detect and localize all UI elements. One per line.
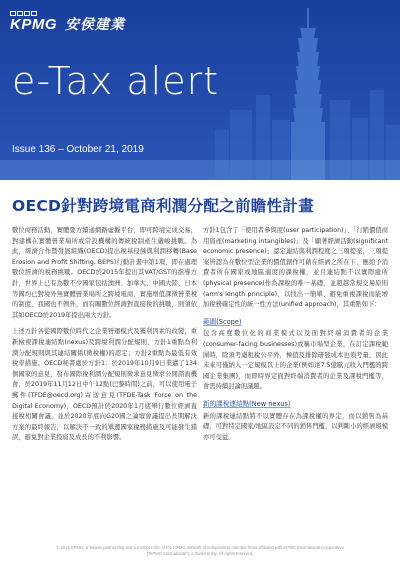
paragraph: 方針1包含了「使用者參與度(user participation)」、「行銷價值商用資產(marketing intangibles)」及「顧著經濟活動(significant economic presence)」認定連結與利潤程度之三項提案，三項提案皆認為在數位型企業的價值創作可藉在經濟之所在下，應給予消費者所在國家或地區適度的課稅權，並且連結點不以實際處所(physical presence)作為課稅的唯一基礎，並超越常規交易原則(arm's length principle)，以找出一簡單、避免重複課稅而能增加稅務確定性的統一性方法(unified approach)，其重點如下： <box>203 227 388 309</box>
section-heading: 新的課稅連結點(New nexus) <box>203 399 291 408</box>
right-column <box>203 226 388 449</box>
footer-copyright: © 2019 KPMG, a Taiwan partnership and a member firm of the KPMG network of independent member firms affiliated with KPMG International Cooperative ("KPMG International"), a Swiss entity. All rights reserved. <box>56 545 344 556</box>
section-heading: 範圍(Scope) <box>203 317 242 326</box>
kpmg-logo-boxes-icon <box>10 11 37 16</box>
paragraph: 數位商務活動，實體要方續通網路虛擬平台，即可跨境完成交易，對建構在實體營業場所或常設機構的傳統稅制產生嚴峻挑戰。為此，經濟合作暨發展組織(OECD)提出稅基侵蝕與利潤移轉(Base Erosion and Profit Shifting, BEPS)行動計畫中第1項，即在處理數位經濟的稅務挑戰。OECD於2015年提出其VAT/GST的指導方針，世界上已有為數不少國家包括澳洲、加拿大、中國大陸、日本等國均已對境外無實體營業場所之跨境電商，實施增值課徵營業稅的制度，我國也不例外，而有關數位經濟對直接稅的挑戰，則須依其如OECD於2019年提出兩大方針。 <box>12 227 197 319</box>
kpmg-logo <box>10 11 57 32</box>
brand-header <box>10 8 125 34</box>
kpmg-logo-text: KPMG <box>10 15 57 33</box>
issue-info: Issue 136 – October 21, 2019 <box>12 144 144 155</box>
publication-title: e-Tax alert <box>12 59 220 103</box>
paragraph: 上述方針各從國際數位時代之企業營運模式及獲利因素的改變，重新檢視課稅連結點(nexus)及跨境利潤分配規則，方針1重點為利潤分配規則與其連結關係(徵稅權)的認定；方針2重點為最低有效稅率措施。OECD秘書處於方針1：於2019年10月9日業邁了134個國家的意見，發布國際稅利潤分配規則徵求意見徵求公開諮詢機會，於2019年11月12日中午12點(巴黎時間)之前，可以使用電子郵件(TFDE@oecd.org)寄送意見(TFDE-Task Force on the Digital Economy)，OECD預計於2020年1月底舉行數位經濟直接稅相關會議，並於2020年底向G20國之論壇會議提出長期解決方案的最終報告，以解決不一致的單邊國家稅務措施及可能發生錯誤，避免對企業投資及成長的不利影響。 <box>12 328 197 442</box>
paragraph: 新的課稅連結點將不以實體存在為課稅權的界定，而以銷售為基礎，可對特定國家/地區設定不同的銷售門檻，以判斷小的經濟規模亦可受益。 <box>203 412 388 441</box>
brand-chinese-name: 安侯建業 <box>65 17 125 33</box>
paragraph: 包含高度數位化的商業模式以及面對終端消費者的企業(consumer-facing businesses)或稱市場型企業。在訂定課稅範圍時，除須考慮租稅公平外，極值及排除研發成本也須考量，因此未來可僅納入一定規模以上的企業(例如達7.5億歐元收入門檻的跨國企業集團)，而即時界定面對終端消費者的企業及課稅門檻等，會需持續討論的議題。 <box>203 330 388 391</box>
hero-banner <box>0 0 400 180</box>
article-title: OECD針對跨境電商利潤分配之前瞻性計畫 <box>12 197 315 215</box>
left-column <box>12 226 197 450</box>
